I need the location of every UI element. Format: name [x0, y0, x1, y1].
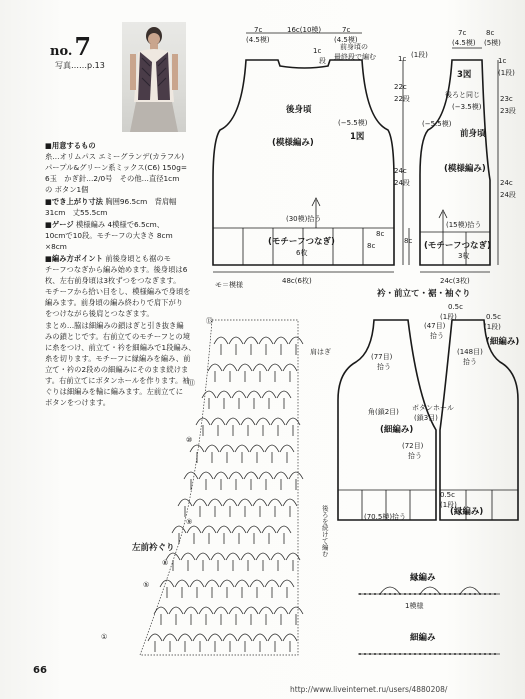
front-figure: 3図	[457, 70, 472, 80]
stitch-arc	[184, 472, 198, 479]
stitch-arc	[289, 337, 303, 344]
stitch-arc	[220, 580, 234, 587]
chain-stitch	[444, 593, 446, 595]
back-motif-height: 8c	[376, 230, 385, 238]
stitch-arc	[175, 580, 189, 587]
stitch-arc	[214, 472, 228, 479]
points-line: 編みます。前身頃の編み終わりで肩下がり	[45, 298, 184, 307]
edging-m1: 0.5c	[448, 303, 463, 311]
chart-row-marker: ⑧	[162, 559, 169, 567]
points-line: す。右前立てにボタンホールを作ります。袖	[45, 376, 190, 385]
stitch-arc	[166, 553, 180, 560]
materials-line: 6玉 かぎ針…2/0号 その他…直径1cm	[45, 174, 180, 183]
materials-title: ■用意するもの	[45, 141, 96, 150]
chain-stitch	[424, 593, 426, 595]
chain-stitch	[404, 593, 406, 595]
stitch-arc	[247, 526, 261, 533]
stitch-arc	[148, 634, 162, 641]
stitch-arc	[244, 607, 258, 614]
stitch-arc	[280, 580, 294, 587]
back-pickup: (30模)拾う	[286, 215, 322, 223]
border2-title: 細編み	[410, 633, 436, 643]
back-right-3-row: 24段	[394, 179, 410, 187]
edging-sleeve: (細編み)	[486, 337, 520, 347]
chain-stitch	[459, 593, 461, 595]
stitch-arc	[253, 364, 267, 371]
front-right-1-row: (1段)	[498, 69, 515, 77]
stitch-arc	[226, 418, 240, 425]
stitch-arc	[211, 418, 225, 425]
stitch-arc	[199, 607, 213, 614]
stitch-arc	[235, 580, 249, 587]
stitch-arc	[247, 391, 261, 398]
chart-row-marker: ⑨	[186, 518, 193, 526]
points-line: をつけながら後肩とつなぎます。	[45, 309, 154, 318]
points-line: みの鎖とじです。右前立てのモチーフとの境	[45, 332, 190, 341]
stitch-arc	[178, 499, 192, 506]
stitch-arc	[211, 553, 225, 560]
page-number: 66	[33, 665, 47, 676]
chain-stitch	[444, 653, 446, 655]
edging-buttonhole-2: (鎖3目)	[414, 414, 438, 422]
chain-stitch	[474, 653, 476, 655]
edging-m3: 0.5c	[440, 491, 455, 499]
stitch-arc	[250, 445, 264, 452]
back-top-left: 7c	[254, 26, 263, 34]
chain-stitch	[489, 653, 491, 655]
back-neck-note-2: 最終段で編む	[334, 53, 376, 61]
stitch-arc	[214, 337, 228, 344]
back-right-3: 24c	[394, 167, 407, 175]
pattern-number: no.7	[50, 32, 92, 61]
stitch-arc	[265, 445, 279, 452]
front-pickup: (15模)拾う	[446, 221, 482, 229]
stitch-arc	[283, 499, 297, 506]
back-right-2: 22c	[394, 83, 407, 91]
chart-row-marker: ⑤	[143, 581, 150, 589]
chain-stitch	[374, 593, 376, 595]
chain-stitch	[394, 593, 396, 595]
front-title: 前身頃	[460, 129, 486, 139]
gauge-title: ■ゲージ 模様編み 4模様で6.5cm、	[45, 220, 165, 229]
photo-reference: 写真……p.13	[55, 61, 105, 70]
back-top-left-count: (4.5模)	[246, 36, 270, 44]
materials-line: の ボタン1個	[45, 185, 89, 194]
chain-stitch	[489, 593, 491, 595]
chain-stitch	[434, 593, 436, 595]
gauge-line: ×8cm	[45, 242, 67, 251]
chain-stitch	[474, 593, 476, 595]
chain-stitch	[399, 653, 401, 655]
front-side-note: 後ろと同じ	[445, 91, 480, 99]
chain-stitch	[399, 593, 401, 595]
chain-stitch	[449, 653, 451, 655]
stitch-arc	[241, 553, 255, 560]
chain-stitch	[379, 593, 381, 595]
stitch-arc	[196, 418, 210, 425]
chain-stitch	[369, 593, 371, 595]
edging-m2-row: (1段)	[484, 323, 501, 331]
front-neck: (−3.5模)	[452, 103, 482, 111]
chain-stitch	[449, 593, 451, 595]
gauge-line: 10cmで10段。モチーフの大きさ 8cm	[45, 231, 173, 240]
chain-stitch	[454, 653, 456, 655]
back-neck-note: 前身頃の	[340, 43, 368, 51]
chain-stitch	[434, 653, 436, 655]
back-top-mid: 16c(10模)	[287, 26, 322, 34]
stitch-arc	[169, 607, 183, 614]
stitch-arc	[202, 526, 216, 533]
chain-stitch	[479, 653, 481, 655]
back-top-right: 7c	[342, 26, 351, 34]
stitch-arc	[256, 553, 270, 560]
edging-s3: (148目)	[457, 348, 483, 356]
back-motif-height-2: 8c	[367, 242, 376, 250]
stitch-arc	[238, 634, 252, 641]
back-bottom: 48c(6枚)	[282, 277, 312, 285]
edging-pattern: (細編み)	[380, 425, 414, 435]
stitch-arc	[178, 634, 192, 641]
points-title: ■編み方ポイント 前後身頃とも裾のモ	[45, 254, 171, 263]
back-figure: 1図	[350, 132, 365, 142]
stitch-arc	[184, 607, 198, 614]
front-motif-height: 8c	[404, 237, 413, 245]
stitch-arc	[274, 472, 288, 479]
stitch-arc	[253, 499, 267, 506]
chain-stitch	[494, 653, 496, 655]
stitch-arc	[190, 580, 204, 587]
chain-stitch	[414, 593, 416, 595]
front-right-2: 23c	[500, 95, 513, 103]
stitch-arc	[205, 445, 219, 452]
chain-stitch	[484, 653, 486, 655]
edging-s1: (47目)	[424, 322, 446, 330]
chart-row-marker: ⑩	[186, 436, 193, 444]
stitch-arc	[181, 553, 195, 560]
stitch-arc	[253, 634, 267, 641]
edging-m3-row: (1段)	[440, 501, 457, 509]
chain-stitch	[494, 593, 496, 595]
stitch-arc	[223, 634, 237, 641]
back-armhole: (−5.5模)	[338, 119, 368, 127]
chain-stitch	[429, 593, 431, 595]
stitch-arc	[283, 634, 297, 641]
stitch-arc	[280, 445, 294, 452]
chain-stitch	[394, 653, 396, 655]
front-armhole: (−5.5模)	[422, 120, 452, 128]
stitch-arc	[229, 337, 243, 344]
edging-s1-pick: 拾う	[430, 332, 444, 340]
chart-row-marker: ⑬	[206, 317, 213, 325]
stitch-arc	[208, 634, 222, 641]
stitch-arc	[232, 391, 246, 398]
stitch-arc	[226, 553, 240, 560]
materials-line: 糸…オリムパス エミーグランデ(カラフル)	[45, 152, 185, 161]
stitch-arc	[172, 526, 186, 533]
chain-stitch	[404, 653, 406, 655]
front-top-left-count: (4.5模)	[452, 39, 476, 47]
edging-m1-row: (1段)	[440, 313, 457, 321]
front-right-1: 1c	[498, 57, 507, 65]
stitch-arc	[271, 553, 285, 560]
chain-stitch	[414, 653, 416, 655]
stitch-arc	[262, 391, 276, 398]
stitch-arc	[154, 607, 168, 614]
edging-edge-pattern: (縁編み)	[450, 507, 484, 517]
border1-repeat: 1模様	[405, 602, 424, 610]
stitch-arc	[223, 499, 237, 506]
stitch-arc	[268, 499, 282, 506]
stitch-arc	[202, 391, 216, 398]
stitch-arc	[268, 634, 282, 641]
stitch-arc	[205, 580, 219, 587]
chain-stitch	[364, 593, 366, 595]
stitch-arc	[190, 445, 204, 452]
shoulder-seam: 肩はぎ	[310, 348, 331, 356]
front-top-right-count: (5模)	[484, 39, 501, 47]
stitch-arc	[289, 472, 303, 479]
edging-m2: 0.5c	[486, 313, 501, 321]
front-pattern: (模様編み)	[444, 164, 486, 174]
stitch-arc	[193, 634, 207, 641]
points-line: ボタンをつけます。	[45, 398, 111, 407]
chart-row-marker: ①	[101, 633, 108, 641]
stitch-arc	[229, 607, 243, 614]
chain-stitch	[409, 593, 411, 595]
stitch-arc	[163, 634, 177, 641]
stitch-arc	[199, 472, 213, 479]
size-title: ■でき上がり寸法 胸囲96.5cm 背肩幅	[45, 197, 177, 206]
stitch-arc	[217, 391, 231, 398]
back-motif-count: 6枚	[296, 249, 308, 257]
front-right-3-row: 24段	[500, 191, 516, 199]
points-line: チーフつなぎから編み始めます。後身頃は6	[45, 265, 188, 274]
back-edge: 1c	[313, 47, 322, 55]
stitch-arc	[238, 364, 252, 371]
stitch-arc	[277, 526, 291, 533]
stitch-arc	[259, 337, 273, 344]
stitch-arc	[214, 607, 228, 614]
legend: モ＝模様	[215, 281, 243, 289]
points-line: 枚、左右前身頃は3枚ずつをつなぎます。	[45, 276, 181, 285]
stitch-arc	[274, 607, 288, 614]
stitch-arc	[259, 472, 273, 479]
source-url: http://www.liveinternet.ru/users/4880208/	[290, 685, 448, 694]
materials-line: パープル&グリーン系ミックス(C6) 150g=	[45, 163, 187, 172]
stitch-arc	[262, 526, 276, 533]
stitch-arc	[265, 580, 279, 587]
edging-s5: (70.5模)拾う	[364, 513, 407, 521]
chain-stitch	[419, 593, 421, 595]
chain-stitch	[359, 593, 361, 595]
stitch-arc	[283, 364, 297, 371]
edging-title: 衿・前立て・裾・袖ぐり	[377, 289, 471, 299]
chart-title: 左前衿ぐり	[132, 543, 175, 553]
edging-s3-pick: 拾う	[463, 358, 477, 366]
points-line: 立て・衿の2段めの細編みにそのまま続けま	[45, 365, 189, 374]
stitch-arc	[208, 499, 222, 506]
stitch-arc	[235, 445, 249, 452]
stitch-arc	[223, 364, 237, 371]
stitch-arc	[268, 364, 282, 371]
chain-stitch	[464, 593, 466, 595]
chain-stitch	[384, 653, 386, 655]
points-line: まとめ…脇は細編みの鎖はぎと引き抜き編	[45, 321, 184, 330]
chain-stitch	[459, 653, 461, 655]
chain-stitch	[419, 653, 421, 655]
chain-stitch	[469, 653, 471, 655]
stitch-arc	[244, 337, 258, 344]
edging-s4-pick: 拾う	[408, 452, 422, 460]
back-pattern: (模様編み)	[272, 138, 314, 148]
back-right-1-row: (1段)	[411, 51, 428, 59]
stitch-arc	[238, 499, 252, 506]
chain-stitch	[454, 593, 456, 595]
size-line: 31cm 丈55.5cm	[45, 208, 108, 217]
stitch-arc	[196, 553, 210, 560]
stitch-arc	[193, 499, 207, 506]
chain-stitch	[369, 653, 371, 655]
chain-stitch	[439, 593, 441, 595]
chain-stitch	[389, 593, 391, 595]
border1-title: 縁編み	[410, 573, 436, 583]
stitch-arc	[277, 391, 291, 398]
edging-s2: (77目)	[371, 353, 393, 361]
chain-stitch	[364, 653, 366, 655]
edging-s2-pick: 拾う	[377, 363, 391, 371]
stitch-arc	[271, 418, 285, 425]
edging-buttonhole: ボタンホール	[412, 404, 454, 412]
stitch-arc	[256, 418, 270, 425]
front-motif-count: 3枚	[458, 252, 470, 260]
stitch-arc	[160, 580, 174, 587]
back-top-right-count: (4.5模)	[334, 36, 358, 44]
chart-row-marker: ⑪	[188, 379, 195, 387]
back-right-1: 1c	[398, 55, 407, 63]
stitch-arc	[250, 580, 264, 587]
stitch-arc	[229, 472, 243, 479]
stitch-arc	[217, 526, 231, 533]
edging-corner: 角(鎖2目)	[368, 408, 399, 416]
chain-stitch	[479, 593, 481, 595]
front-top-right: 8c	[486, 29, 495, 37]
chain-stitch	[374, 653, 376, 655]
edging-s4: (72目)	[402, 442, 424, 450]
front-right-2-row: 23段	[500, 107, 516, 115]
points-line: モチーフから拾い目をし、模様編みで身頃を	[45, 287, 191, 296]
front-bottom: 24c(3枚)	[440, 277, 470, 285]
chain-stitch	[379, 653, 381, 655]
points-line: に糸をつけ、前立て・衿を細編みで1段編み、	[45, 343, 196, 352]
front-right-3: 24c	[500, 179, 513, 187]
stitch-arc	[187, 526, 201, 533]
stitch-arc	[244, 472, 258, 479]
stitch-arc	[289, 607, 303, 614]
stitch-arc	[241, 418, 255, 425]
stitch-arc	[220, 445, 234, 452]
chain-stitch	[359, 653, 361, 655]
back-motif: (モチーフつなぎ)	[268, 237, 335, 247]
front-top-left: 7c	[458, 29, 467, 37]
edging-note: 後ろを続けて編む	[320, 505, 329, 557]
chain-stitch	[469, 593, 471, 595]
chain-stitch	[384, 593, 386, 595]
points-line: 糸を切ります。モチーフに縁編みを編み、前	[45, 354, 191, 363]
points-line: ぐりは細編みを輪に編みます。左前立てに	[45, 387, 184, 396]
back-title: 後身頃	[286, 105, 312, 115]
stitch-arc	[274, 337, 288, 344]
chain-stitch	[464, 653, 466, 655]
chain-stitch	[409, 653, 411, 655]
stitch-arc	[259, 607, 273, 614]
chain-stitch	[439, 653, 441, 655]
stitch-arc	[208, 364, 222, 371]
chain-stitch	[484, 593, 486, 595]
back-right-2-row: 22段	[394, 95, 410, 103]
stitch-arc	[232, 526, 246, 533]
chain-stitch	[429, 653, 431, 655]
back-edge-row: 段	[319, 57, 326, 65]
chain-stitch	[424, 653, 426, 655]
chain-stitch	[389, 653, 391, 655]
front-motif: (モチーフつなぎ)	[424, 241, 491, 251]
